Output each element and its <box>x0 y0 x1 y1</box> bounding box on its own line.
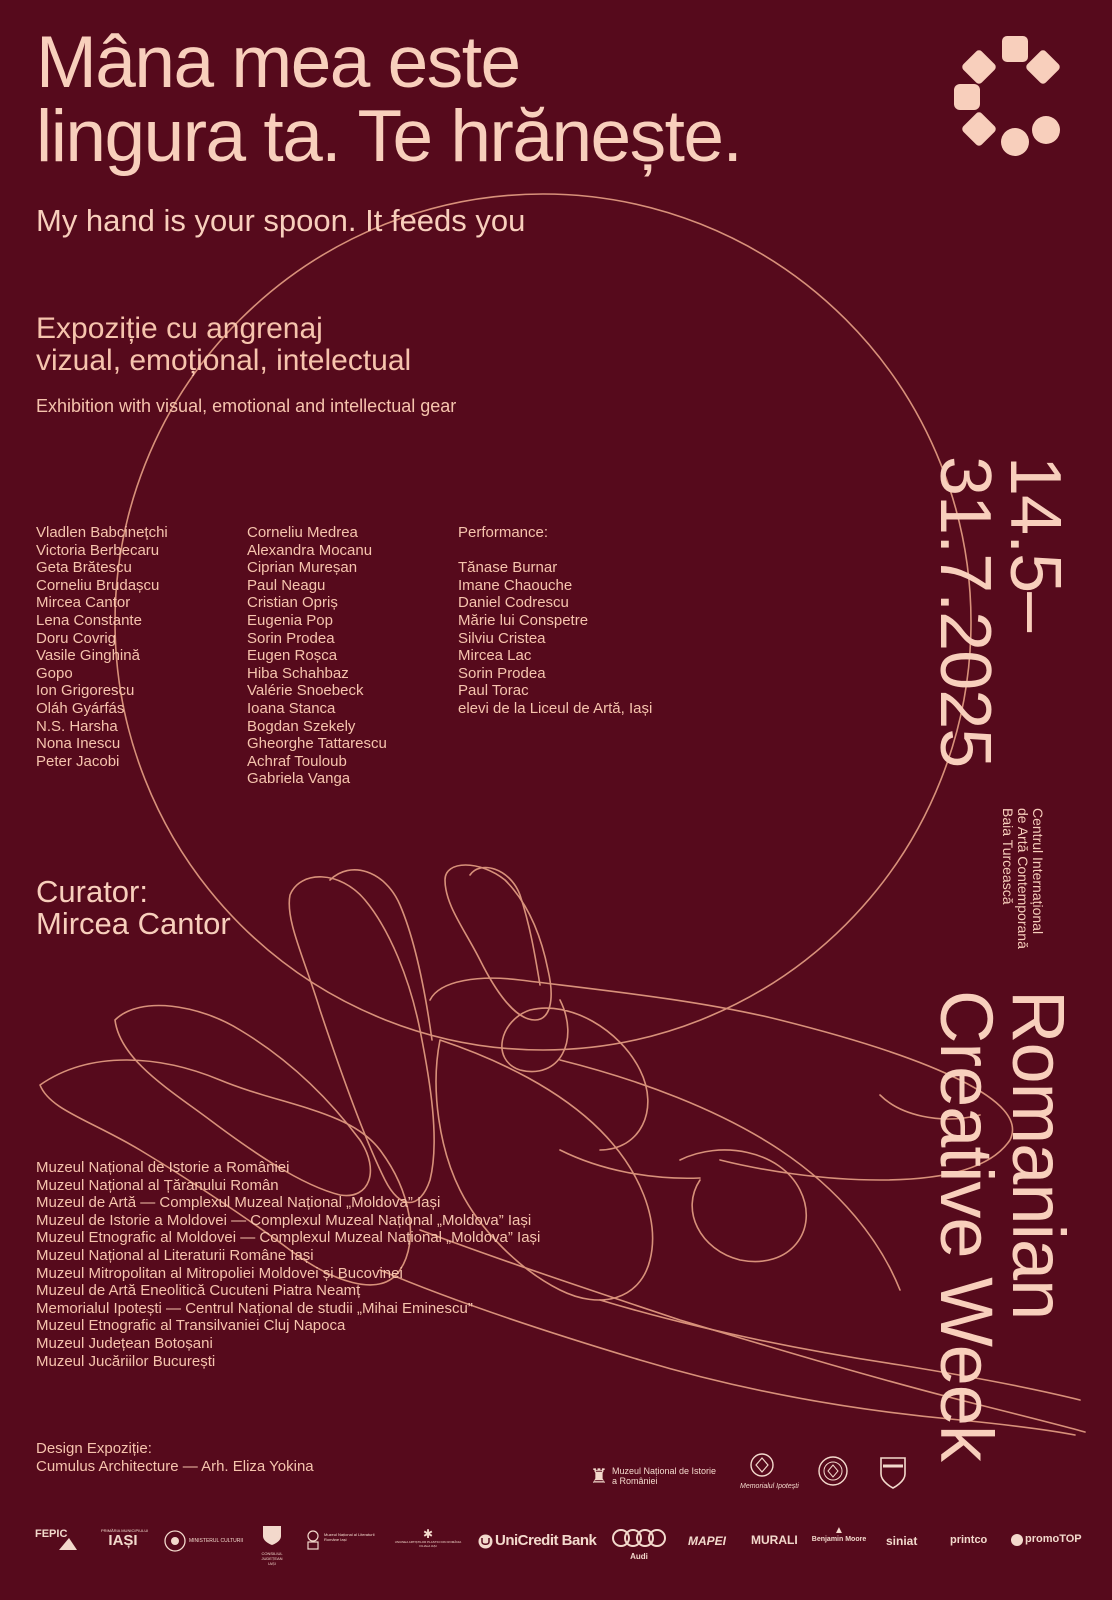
performer-name: Daniel Codrescu <box>458 594 569 612</box>
venue-line: de Artă Contemporană <box>1015 808 1031 949</box>
artist-name: Gabriela Vanga <box>247 770 351 788</box>
brand-mark-diamond-bottom <box>961 111 998 148</box>
museum-item: Muzeul Național de Istorie a României <box>36 1159 290 1176</box>
artist-name: Eugen Roșca <box>247 647 338 665</box>
museum-item: Muzeul Mitropolitan al Mitropoliei Moldovei și Bucovinei <box>36 1264 403 1282</box>
artist-name: Doru Covrig <box>36 629 117 647</box>
artist-name: Sorin Prodea <box>247 629 335 647</box>
mnir-logo-text: Muzeul Național de Istorie a României <box>612 1466 717 1486</box>
museum-item: Muzeul Național al Literaturii Române Iași <box>36 1246 314 1264</box>
brand-mark-diamond-right <box>1025 49 1062 86</box>
exhibition-title-english: Exhibition with visual, emotional and intellectual gear <box>36 396 457 416</box>
exhibition-ro-line-2: vizual, emoțional, intelectual <box>36 344 412 377</box>
design-label: Design Expoziție: <box>36 1440 152 1457</box>
museum-item: Muzeul Etnografic al Transilvaniei Cluj Napoca <box>36 1317 346 1335</box>
brand-mark-square <box>1002 36 1028 62</box>
promotop-logo-text: promoTOP <box>1025 1533 1082 1545</box>
artist-name: Alexandra Mocanu <box>247 541 373 559</box>
performer-name: Imane Chaouche <box>458 576 573 594</box>
artist-name: Gopo <box>36 664 73 682</box>
museum-item: Muzeul Jucăriilor București <box>36 1352 216 1370</box>
performer-name: Tănase Burnar <box>458 559 558 577</box>
title-line-2: lingura ta. Te hrănește. <box>36 96 742 177</box>
museum-item: Muzeul de Artă — Complexul Muzeal Național „Moldova” Iași <box>36 1194 441 1212</box>
fepic-shape-icon <box>57 1536 79 1552</box>
artist-name: Victoria Berbecaru <box>36 541 160 559</box>
artist-name: Mircea Cantor <box>36 594 131 612</box>
venue-name <box>1000 808 1045 949</box>
artist-name: Hiba Schahbaz <box>247 664 349 682</box>
performer-name: Mărie lui Conspetre <box>458 611 589 629</box>
artist-name: Cristian Opriș <box>247 594 338 612</box>
palm-inner-2 <box>560 1060 900 1290</box>
printco-logo: printco <box>950 1534 988 1546</box>
siniat-logo: siniat <box>886 1534 918 1548</box>
festival-line-1: Romanian <box>997 990 1080 1320</box>
brand-mark-rounded-square <box>954 84 980 110</box>
brand-mark-circle-bottom <box>1001 128 1029 156</box>
museums-list <box>36 1159 540 1370</box>
museum-item: Muzeul de Artă Eneolitică Cucuteni Piatra Neamț <box>36 1282 361 1300</box>
performer-name: Silviu Cristea <box>458 629 546 647</box>
ministerul-logo-text: MINISTERUL CULTURII <box>189 1538 244 1544</box>
artist-name: Achraf Touloub <box>247 752 347 770</box>
consiliul-judetean-logo <box>258 1524 286 1566</box>
scribble-2 <box>680 1150 806 1262</box>
date-start: 14.5– <box>995 456 1075 632</box>
performer-name: Paul Torac <box>458 682 529 700</box>
date-end: 31.7.2025 <box>925 456 1005 768</box>
benjamin-moore-triangle-icon: ▲ <box>834 1525 844 1536</box>
ipotesti-logo-text: Memorialul Ipotești <box>740 1483 799 1490</box>
mnir-emblem-icon: ♜ <box>590 1466 608 1488</box>
finger-outline-5 <box>445 865 551 1020</box>
unicredit-emblem-icon <box>478 1534 493 1549</box>
uniunea-logo-text: UNIUNEA ARTIȘTILOR PLASTICI DIN ROMÂNIA FILIALA IAȘI <box>394 1540 462 1548</box>
exhibition-dates <box>925 456 1075 768</box>
performer-name: Mircea Lac <box>458 647 532 665</box>
museum-item: Muzeul Județean Botoșani <box>36 1334 213 1352</box>
scribble-4 <box>560 1150 700 1178</box>
artist-name: Corneliu Brudașcu <box>36 576 160 594</box>
brand-mark-circle-right <box>1032 116 1060 144</box>
literaturii-emblem-icon <box>306 1530 320 1550</box>
artist-name: Ioana Stanca <box>247 699 336 717</box>
fepic-logo <box>35 1528 67 1540</box>
design-credit-name: Cumulus Architecture — Arh. Eliza Yokina <box>36 1458 314 1475</box>
ipotesti-logo <box>740 1452 799 1491</box>
artist-name: Eugenia Pop <box>247 611 333 629</box>
museum-item: Memorialul Ipotești — Centrul Național de studii „Mihai Eminescu” <box>36 1299 473 1317</box>
museum-item: Muzeul Etnografic al Moldovei — Complexul Muzeal Național „Moldova” Iași <box>36 1229 541 1247</box>
festival-line-2: Creative Week <box>925 990 1008 1461</box>
artist-name: Vasile Ginghină <box>36 647 140 665</box>
artist-name: Geta Brătescu <box>36 559 132 577</box>
artist-name: Vladlen Babcinețchi <box>36 524 168 541</box>
shield-logo-icon <box>879 1456 907 1490</box>
title-line-1: Mâna mea este <box>36 22 520 103</box>
brand-mark-diamond-left <box>961 49 998 86</box>
consiliul-logo-text: CONSILIUL JUDEȚEAN IAȘI <box>261 1551 283 1566</box>
ministerul-crest-icon <box>164 1530 186 1552</box>
ipotesti-crest-icon <box>747 1452 777 1478</box>
fepic-logo-text: FEPIC <box>35 1528 68 1540</box>
finger-outline-6 <box>470 868 540 985</box>
main-title <box>36 22 742 177</box>
festival-name <box>925 990 1080 1461</box>
exhibition-ro-line-1: Expoziție cu angrenaj <box>36 312 323 345</box>
performer-name: Sorin Prodea <box>458 664 546 682</box>
performance-column <box>458 524 652 718</box>
artist-name: Gheorghe Tattarescu <box>247 735 387 753</box>
primaria-logo-text: PRIMĂRIA MUNICIPIULUI <box>101 1528 149 1533</box>
artist-name: Ion Grigorescu <box>36 682 135 700</box>
finger-outline-3 <box>289 877 434 1203</box>
artist-name: Lena Constante <box>36 611 142 629</box>
artist-name: Paul Neagu <box>247 576 326 594</box>
performer-name: elevi de la Liceul de Artă, Iași <box>458 699 653 717</box>
performance-heading: Performance: <box>458 524 549 541</box>
artists-column-1 <box>36 524 168 770</box>
unicredit-logo-text: UniCredit Bank <box>495 1532 597 1549</box>
artist-name: N.S. Harsha <box>36 717 118 735</box>
venue-line: Baia Turcească <box>1000 808 1016 905</box>
artist-name: Ciprian Mureșan <box>247 559 358 577</box>
mapei-logo: MAPEI <box>688 1534 727 1548</box>
seal-logo-icon <box>817 1454 849 1488</box>
spacer <box>458 542 652 560</box>
artist-name: Peter Jacobi <box>36 752 120 770</box>
artist-name: Oláh Gyárfás <box>36 699 125 717</box>
curator-name: Mircea Cantor <box>36 906 231 941</box>
audi-logo-text: Audi <box>630 1552 648 1561</box>
brand-mark-icon <box>950 32 1066 164</box>
uniunea-star-icon: ✱ <box>422 1527 434 1541</box>
murali-logo: MURALI <box>751 1533 798 1547</box>
curator-block <box>36 876 231 940</box>
curator-label: Curator: <box>36 874 148 909</box>
uniunea-artistilor-logo <box>393 1528 463 1548</box>
primaria-iasi-logo <box>101 1528 149 1549</box>
design-credit <box>36 1440 314 1476</box>
audi-rings-icon <box>610 1528 668 1548</box>
museum-item: Muzeul Național al Țăranului Român <box>36 1176 279 1194</box>
artist-name: Nona Inescu <box>36 735 121 753</box>
benjamin-moore-logo-text: Benjamin Moore <box>811 1536 867 1543</box>
museum-item: Muzeul de Istorie a Moldovei — Complexul Muzeal Național „Moldova” Iași <box>36 1211 532 1229</box>
artist-name: Bogdan Szekely <box>247 717 356 735</box>
subtitle-english: My hand is your spoon. It feeds you <box>36 203 526 238</box>
consiliul-shield-icon <box>261 1524 283 1546</box>
promotop-circle-icon <box>1010 1533 1024 1547</box>
artist-name: Corneliu Medrea <box>247 524 358 541</box>
artists-column-2 <box>247 524 387 788</box>
iasi-logo-text: IAȘI <box>108 1532 138 1549</box>
exhibition-title-romanian <box>36 313 411 377</box>
artist-name: Valérie Snoebeck <box>247 682 364 700</box>
audi-logo <box>610 1528 668 1561</box>
venue-line: Centrul Internațional <box>1030 808 1046 935</box>
benjamin-moore-logo <box>810 1526 868 1544</box>
literaturii-logo-text: Muzeul Național al Literaturii Române Iași <box>324 1532 375 1542</box>
